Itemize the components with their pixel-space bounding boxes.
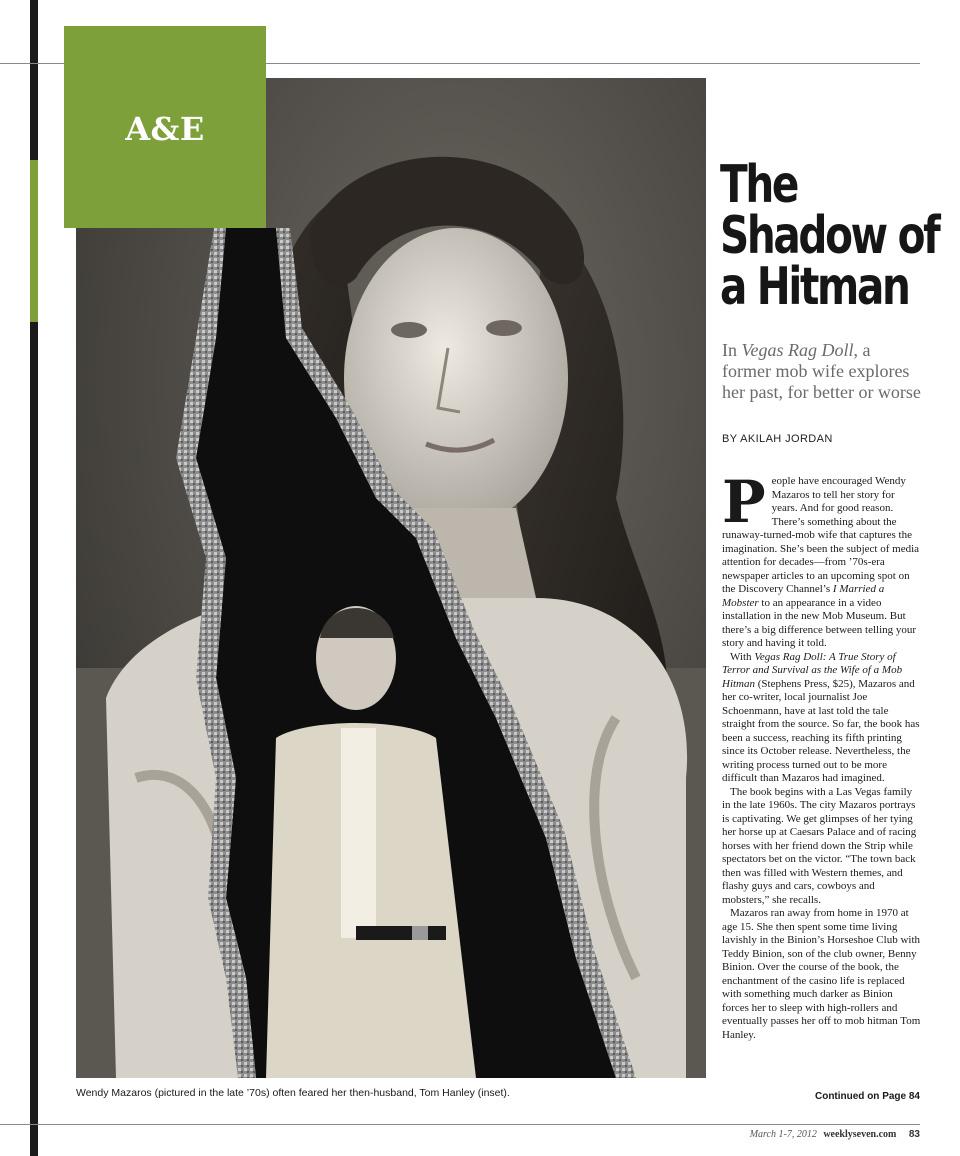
- drop-cap: P: [722, 468, 766, 536]
- headline-line: Shadow of: [720, 205, 939, 266]
- left-rule-accent: [30, 160, 38, 322]
- article-headline: [720, 155, 939, 317]
- continued-link[interactable]: Continued on Page 84: [814, 1091, 920, 1102]
- photo-caption: Wendy Mazaros (pictured in the late ’70s) often feared her then-husband, Tom Hanley (inset).: [76, 1087, 510, 1099]
- page-footer: [640, 1129, 920, 1140]
- paragraph: Mazaros ran away from home in 1970 at age 15. She then spent some time living lavishly in the Binion’s Horseshoe Club with Teddy Binion, son of the club owner, Benny Binion. Over the course of the book, the enchantment of the casino life is replaced with something much darker as Binion forces her to sleep with high-rollers and eventually passes her off to mob hitman Tom Hanley.: [722, 907, 921, 1041]
- dek-book-title: Vegas Rag Doll: [741, 340, 854, 360]
- site-name: weeklyseven.com: [823, 1129, 897, 1140]
- paragraph: The book begins with a Las Vegas family in the late 1960s. The city Mazaros portrays is captivating. We get glimpses of her tying her horse up at Caesars Palace and of racing horses with her friend down the Strip while spectators bet on the victor. “The town back then was filled with Western themes, and flashy guys and cars, cowboys and mobsters,” she recalls.: [722, 785, 917, 906]
- issue-date: March 1-7, 2012: [749, 1129, 817, 1140]
- bottom-rule: [0, 1124, 920, 1125]
- section-label: A&E: [125, 110, 205, 148]
- article-body: [722, 468, 922, 1042]
- feature-photo: [76, 78, 706, 1078]
- paragraph: People have encouraged Wendy Mazaros to tell her story for years. And for good reason. There’s something about the runaway-turned-mob wife that captures the imagination. She’s been the subject of media attention for decades—from ’70s-era newspaper articles to an upcoming spot on the Discovery Channel’s I Married a Mobster to an appearance in a video installation in the new Mob Museum. But there’s a big difference between telling your story and having it told.: [722, 468, 920, 649]
- book-title: Vegas Rag Doll: A True Story of Terror and Survival as the Wife of a Mob Hitman: [722, 650, 903, 690]
- byline: BY AKILAH JORDAN: [722, 433, 833, 445]
- dek-prefix: In: [722, 340, 742, 360]
- article-dek: [722, 340, 922, 403]
- paragraph: With Vegas Rag Doll: A True Story of Terror and Survival as the Wife of a Mob Hitman (Stephens Press, $25), Mazaros and her co-writer, local journalist Joe Schoenmann, have at last told the tale straight from the source. So far, the book has been a success, reaching its fifth printing since its October release. Nevertheless, the writing process turned out to be more difficult than Mazaros had imagined.: [722, 650, 920, 784]
- page-number: 83: [908, 1129, 920, 1140]
- dek-text: , a former mob wife explores her past, for better or worse: [722, 340, 921, 402]
- section-tag: [64, 26, 266, 228]
- headline-line: a Hitman: [720, 256, 909, 317]
- photo-collage: [76, 78, 706, 1078]
- show-title: I Married a Mobster: [722, 583, 885, 609]
- headline-line: The: [720, 155, 798, 215]
